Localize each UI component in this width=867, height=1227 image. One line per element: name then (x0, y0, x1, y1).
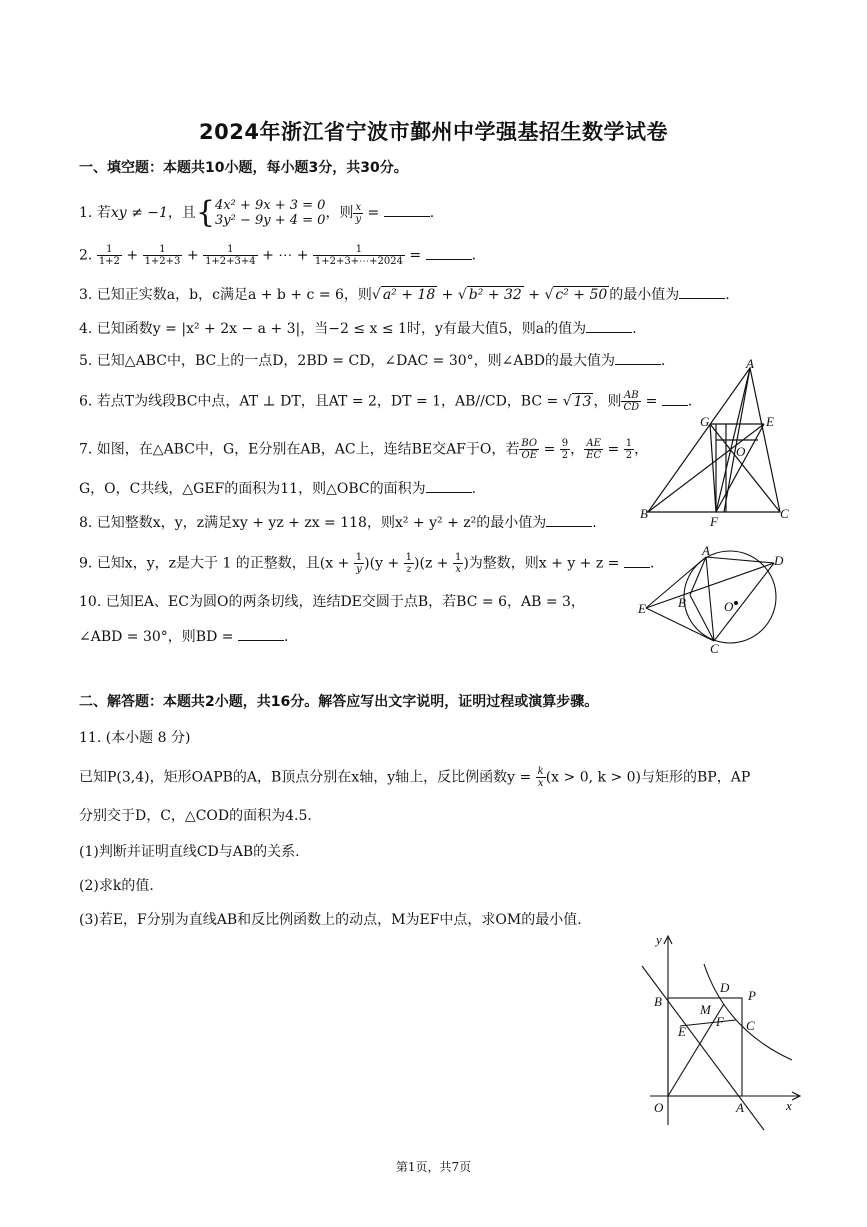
label-B: B (640, 506, 648, 521)
label-E: E (766, 414, 774, 429)
question-4: 4. 已知函数y = |x² + 2x − a + 3|，当−2 ≤ x ≤ 1时，y有最大值5，则a的值为 . (79, 318, 637, 339)
question-8: 8. 已知整数x，y，z满足xy + yz + zx = 118，则x² + y² + z²的最小值为 . (79, 512, 597, 533)
answer-blank[interactable] (426, 245, 472, 260)
question-7-line-1: 7. 如图，在△ABC中，G，E分别在AB，AC上，连结BE交AF于O，若 $\frac{BO}{OE}$ = $\frac{9}{2}$ ， $\frac{AE}{EC}$ = $\frac{1}{2}$ ， (79, 438, 649, 461)
label-E: E (678, 1024, 686, 1039)
label-A: A (736, 1100, 744, 1115)
question-2: 2. $\frac{1}{1+2}$ + $\frac{1}{1+2+3}$ + $\frac{1}{1+2+3+4}$ + ⋯ + $\frac{1}{1+2+3+\cdots+2024}$ = . (79, 244, 477, 267)
label-A: A (746, 356, 754, 371)
question-10-line-1: 10. 已知EA、EC为圆O的两条切线，连结DE交圆于点B，若BC = 6，AB = 3， (79, 594, 585, 610)
page-title: 2024年浙江省宁波市鄞州中学强基招生数学试卷 (199, 120, 668, 144)
label-P: P (748, 988, 756, 1003)
page-footer: 第1页，共7页 (395, 1160, 472, 1174)
fraction: $\frac{x}{y}$ (355, 201, 362, 225)
label-O: O (654, 1100, 664, 1115)
question-11-line-1: 已知P(3,4)，矩形OAPB的A，B顶点分别在x轴，y轴上，反比例函数y = $\frac{k}{x}$ (x > 0, k > 0)与矩形的BP，AP (79, 766, 751, 789)
label-D: D (774, 553, 784, 568)
label-G: G (700, 414, 710, 429)
label-F: F (716, 1014, 724, 1029)
label-C: C (710, 641, 719, 656)
question-11-part-1: (1)判断并证明直线CD与AB的关系. (79, 844, 300, 860)
label-F: F (710, 514, 718, 529)
question-1: 1. 若xy ≠ −1，且{ 4x² + 9x + 3 = 0 3y² − 9y + 4 = 0 ，则 $\frac{x}{y}$ = . (79, 195, 435, 230)
label-M: M (700, 1002, 711, 1017)
question-5: 5. 已知△ABC中，BC上的一点D，2BD = CD，∠DAC = 30°，则∠ABD的最大值为 . (79, 350, 665, 371)
question-9: 9. 已知x，y，z是大于 1 的正整数，且(x + $\frac{1}{y}$ )(y + $\frac{1}{z}$ )(z + $\frac{1}{x}$ )为整数，则x + y + z = . (79, 552, 655, 575)
coordinate-figure (640, 930, 810, 1140)
label-x: x (786, 1098, 792, 1113)
question-11-part-2: (2)求k的值. (79, 878, 154, 894)
answer-blank[interactable] (426, 478, 472, 493)
answer-blank[interactable] (384, 202, 430, 217)
answer-blank[interactable] (238, 626, 284, 641)
label-O: O (724, 599, 734, 614)
question-11-title: 11. (本小题 8 分) (79, 730, 191, 746)
equation-system: 4x² + 9x + 3 = 0 3y² − 9y + 4 = 0 (214, 198, 326, 228)
question-6: 6. 若点T为线段BC中点，AT ⊥ DT，且AT = 2，DT = 1，AB//CD，BC = √ 13 ，则 $\frac{AB}{CD}$ = . (79, 390, 693, 413)
label-O: O (736, 444, 746, 459)
label-y: y (656, 932, 662, 947)
answer-blank[interactable] (546, 512, 592, 527)
question-7-line-2: G，O，C共线，△GEF的面积为11，则△OBC的面积为 . (79, 478, 476, 499)
answer-blank[interactable] (586, 318, 632, 333)
label-A: A (702, 543, 710, 558)
question-11-line-2: 分别交于D，C，△COD的面积为4.5. (79, 808, 312, 824)
section1-heading: 一、填空题：本题共10小题，每小题3分，共30分。 (79, 160, 408, 176)
question-3: 3. 已知正实数a，b，c满足a + b + c = 6，则√ a² + 18 + √ b² + 32 + √ c² + 50 的最小值为 . (79, 284, 730, 305)
label-B: B (654, 994, 662, 1009)
answer-blank[interactable] (679, 284, 725, 299)
label-E: E (638, 601, 646, 616)
label-D: D (720, 980, 730, 995)
circle-figure (638, 545, 788, 655)
label-B: B (678, 595, 686, 610)
label-C: C (780, 506, 789, 521)
label-C: C (746, 1018, 755, 1033)
question-11-part-3: (3)若E，F分别为直线AB和反比例函数上的动点，M为EF中点，求OM的最小值. (79, 912, 582, 928)
question-10-line-2: ∠ABD = 30°，则BD = . (79, 626, 288, 647)
section2-heading: 二、解答题：本题共2小题，共16分。解答应写出文字说明，证明过程或演算步骤。 (79, 694, 599, 710)
triangle-figure (640, 356, 790, 530)
